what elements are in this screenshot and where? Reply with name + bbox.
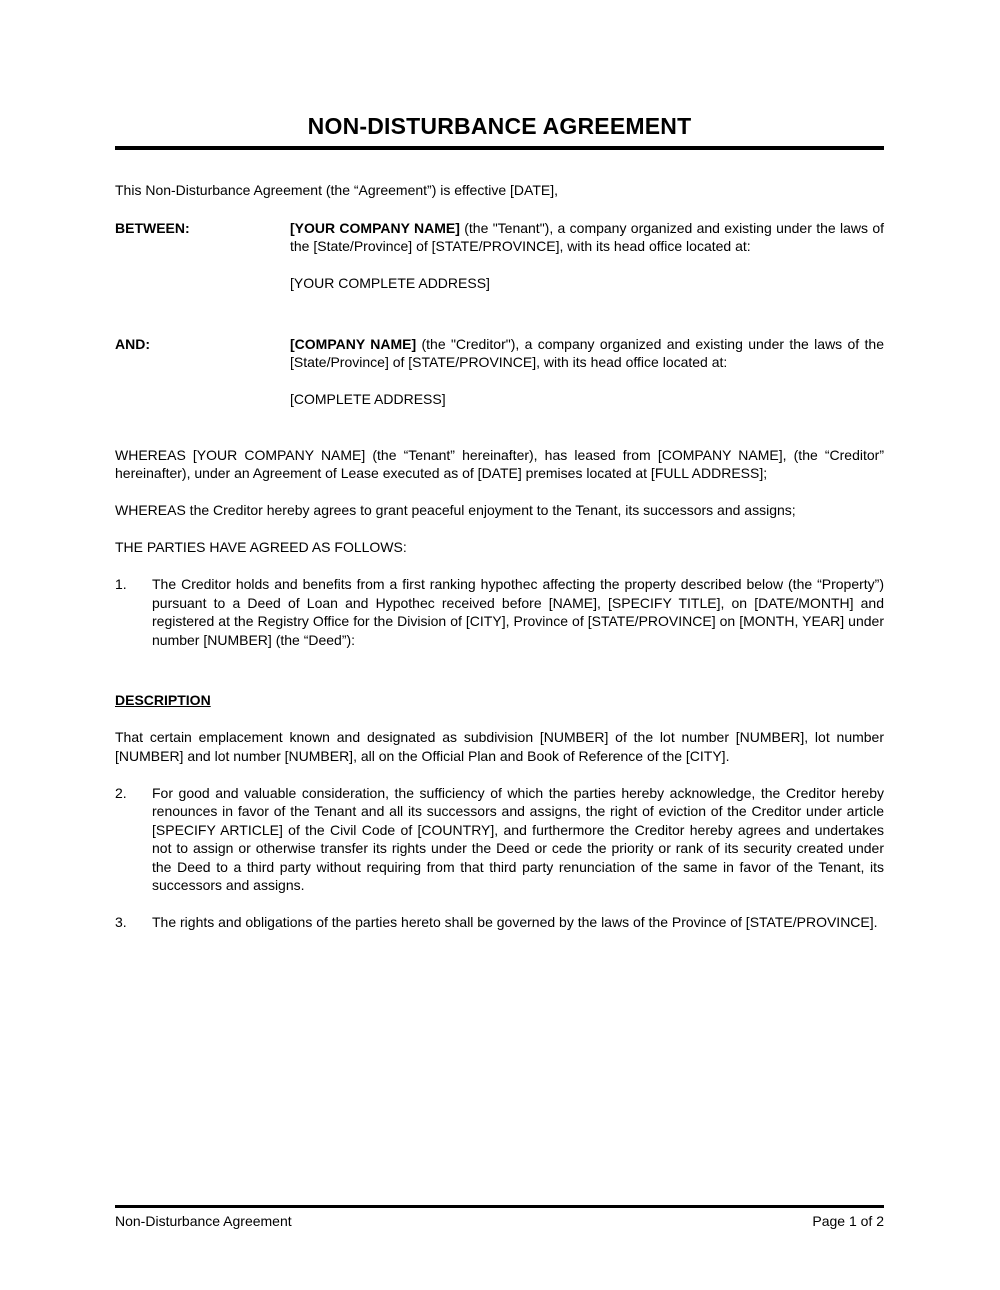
party-between-content xyxy=(290,219,884,293)
party-and-address: [COMPLETE ADDRESS] xyxy=(290,391,446,407)
footer-row xyxy=(115,1212,884,1231)
party-and-row xyxy=(115,335,884,409)
footer-page-number: Page 1 of 2 xyxy=(812,1213,884,1229)
party-between-text: (the "Tenant"), a company organized and existing under the laws of the [State/Province] of [STATE/PROVINCE], with its head office located at: xyxy=(290,219,885,254)
clause-3 xyxy=(115,913,884,932)
party-between-row xyxy=(115,219,884,293)
party-between-label: BETWEEN: xyxy=(115,219,190,236)
clause-1 xyxy=(115,575,884,649)
party-and-description xyxy=(290,335,884,372)
intro-paragraph: This Non-Disturbance Agreement (the “Agreement”) is effective [DATE], xyxy=(115,182,558,198)
party-and-text: (the "Creditor"), a company organized and existing under the laws of the [State/Province] of [STATE/PROVINCE], with its head office located at: xyxy=(290,335,884,370)
agreed-heading: THE PARTIES HAVE AGREED AS FOLLOWS: xyxy=(115,539,407,555)
clause-3-number: 3. xyxy=(115,914,127,930)
clause-1-number: 1. xyxy=(115,576,127,592)
document-content xyxy=(115,0,884,932)
description-heading: DESCRIPTION xyxy=(115,692,211,708)
clause-2-number: 2. xyxy=(115,784,127,801)
clause-2-text: For good and valuable consideration, the sufficiency of which the parties hereby acknowledge, the Creditor hereby renounces in favor of the Tenant and all its successors and assigns, the right of eviction of the Creditor under article [SPECIFY ARTICLE] of the Civil Code of [COUNTRY], and furthermore the Creditor hereby agrees and undertakes not to assign or otherwise transfer its rights under the Deed or cede the priority or rank of its security created under the Deed to a third party without requiring from that third party renunciation of the same in favor of the Tenant, its successors and assigns. xyxy=(152,784,884,893)
whereas-enjoyment-paragraph: WHEREAS the Creditor hereby agrees to grant peaceful enjoyment to the Tenant, its successors and assigns; xyxy=(115,502,796,518)
clause-1-text: The Creditor holds and benefits from a first ranking hypothec affecting the property described below (the “Property”) pursuant to a Deed of Loan and Hypothec received before [NAME], [SPECIFY TITLE], on [DATE/MONTH] and registered at the Registry Office for the Division of [CITY], Province of [STATE/PROVINCE] on [MONTH, YEAR] under number [NUMBER] (the “Deed”): xyxy=(152,576,884,648)
party-and-name: [COMPANY NAME] xyxy=(290,335,417,352)
party-and-content xyxy=(290,335,884,409)
description-paragraph: That certain emplacement known and designated as subdivision [NUMBER] of the lot number [NUMBER], lot number [NUMBER] and lot number [NUMBER], all on the Official Plan and Book of Reference of the [CITY]. xyxy=(115,729,884,764)
footer-doc-title: Non-Disturbance Agreement xyxy=(115,1213,292,1229)
party-and-label: AND: xyxy=(115,335,150,352)
title-rule xyxy=(115,146,884,150)
footer-rule xyxy=(115,1205,884,1208)
clause-3-text: The rights and obligations of the parties hereto shall be governed by the laws of the Province of [STATE/PROVINCE]. xyxy=(152,914,878,930)
party-between-name: [YOUR COMPANY NAME] xyxy=(290,219,460,236)
clause-2 xyxy=(115,784,884,895)
party-between-address: [YOUR COMPLETE ADDRESS] xyxy=(290,275,490,291)
party-between-description xyxy=(290,219,884,256)
page-footer xyxy=(115,1205,884,1231)
whereas-lease-paragraph: WHEREAS [YOUR COMPANY NAME] (the “Tenant” hereinafter), has leased from [COMPANY NAME], (the “Creditor” hereinafter), under an Agreement of Lease executed as of [DATE] premises located at [FULL ADDRESS]; xyxy=(115,446,884,481)
document-title: NON-DISTURBANCE AGREEMENT xyxy=(307,113,692,139)
